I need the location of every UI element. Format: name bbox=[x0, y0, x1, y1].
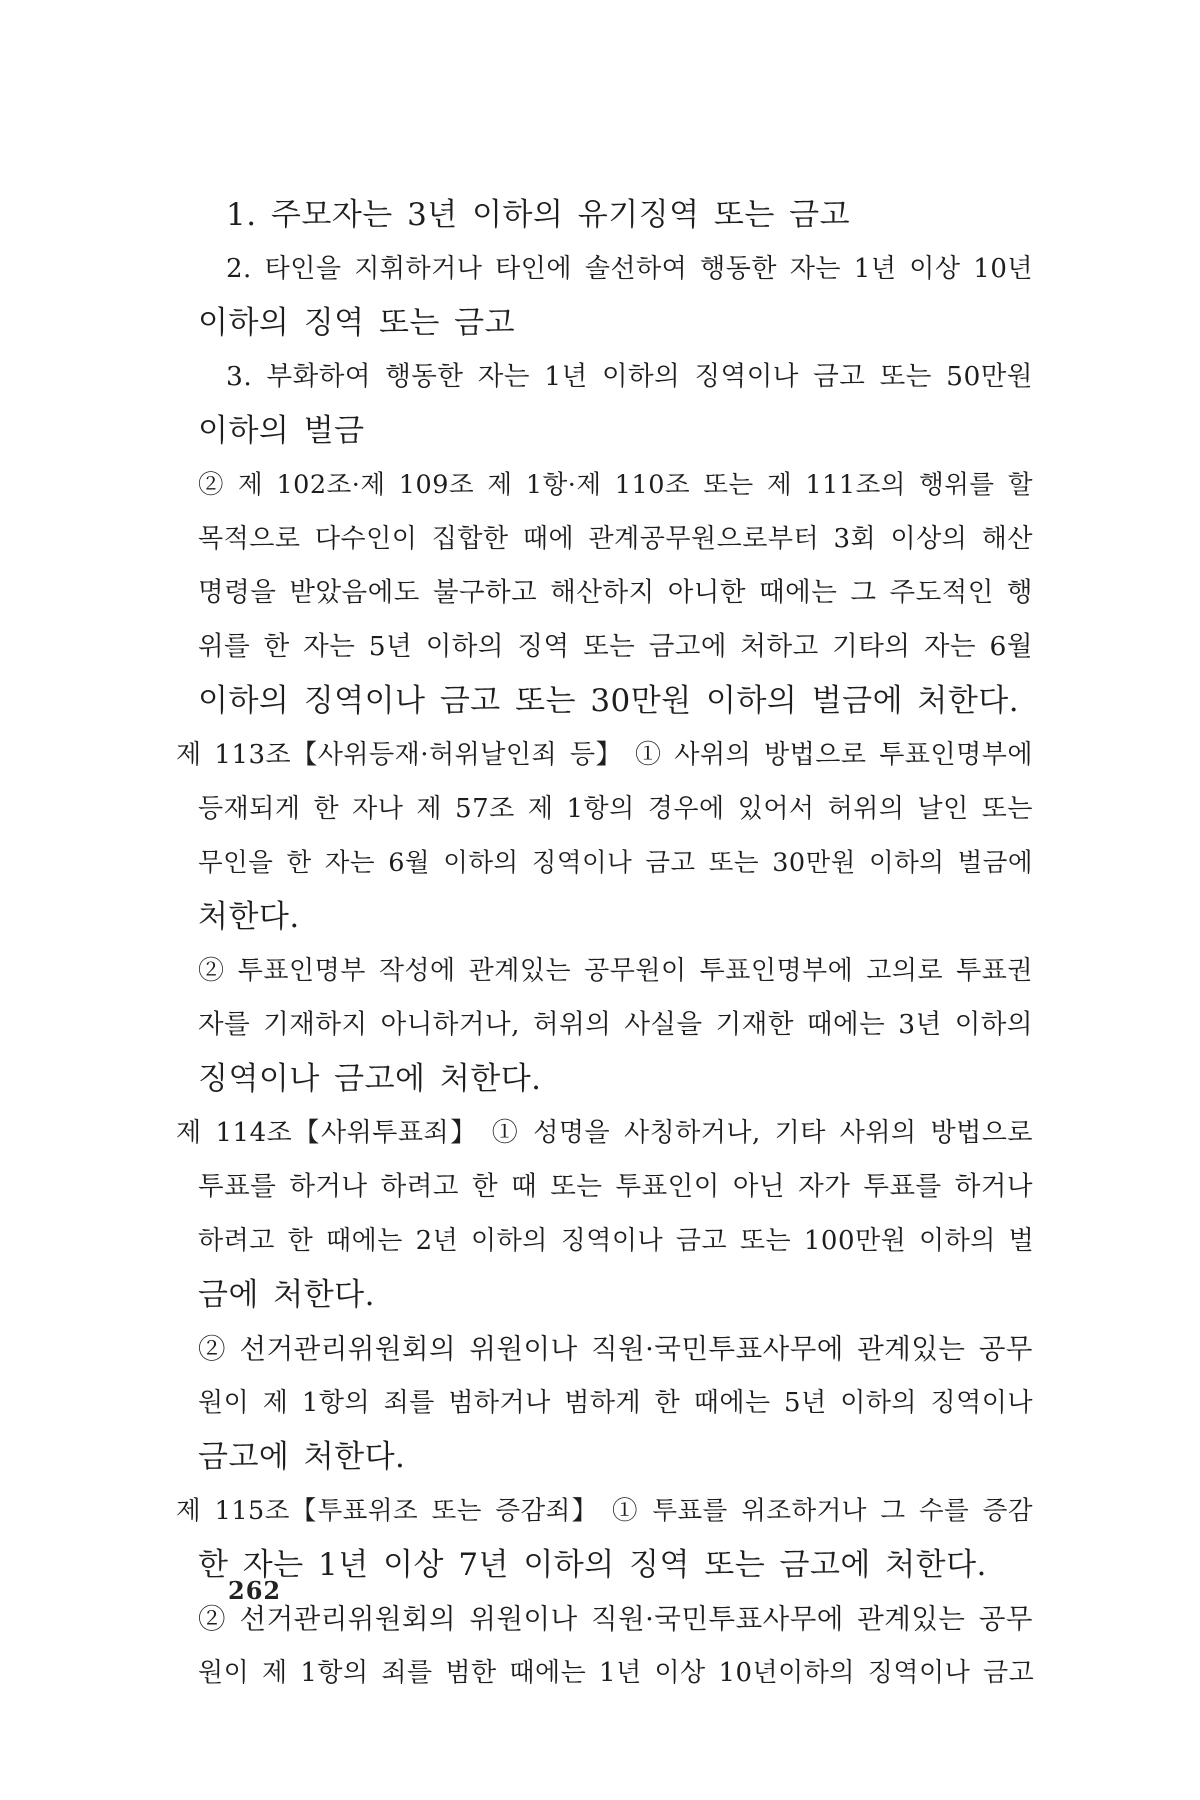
text-line: 원이 제 1항의 죄를 범한 때에는 1년 이상 10년이하의 징역이나 금고 bbox=[198, 1658, 1035, 1688]
text-line: ② 선거관리위원회의 위원이나 직원·국민투표사무에 관계있는 공무 bbox=[198, 1333, 1033, 1365]
text-line: ② 선거관리위원회의 위원이나 직원·국민투표사무에 관계있는 공무 bbox=[198, 1603, 1033, 1635]
text-line: 명령을 받았음에도 불구하고 해산하지 아니한 때에는 그 주도적인 행 bbox=[198, 577, 1033, 608]
text-line: 원이 제 1항의 죄를 범하거나 범하게 한 때에는 5년 이하의 징역이나 bbox=[198, 1388, 1033, 1418]
text-line: 이하의 징역 또는 금고 bbox=[198, 305, 516, 341]
text-line: 자를 기재하지 아니하거나, 허위의 사실을 기재한 때에는 3년 이하의 bbox=[198, 1009, 1033, 1040]
text-line: 이하의 벌금 bbox=[198, 413, 365, 449]
text-line: 금고에 처한다. bbox=[198, 1439, 406, 1475]
text-line: 처한다. bbox=[198, 899, 300, 935]
text-line: 하려고 한 때에는 2년 이하의 징역이나 금고 또는 100만원 이하의 벌 bbox=[198, 1226, 1035, 1256]
text-line: 무인을 한 자는 6월 이하의 징역이나 금고 또는 30만원 이하의 벌금에 bbox=[198, 848, 1033, 878]
text-line: 목적으로 다수인이 집합한 때에 관계공무원으로부터 3회 이상의 해산 bbox=[198, 524, 1033, 554]
text-line: 3. 부화하여 행동한 자는 1년 이하의 징역이나 금고 또는 50만원 bbox=[226, 361, 1033, 392]
text-line: 한 자는 1년 이상 7년 이하의 징역 또는 금고에 처한다. bbox=[198, 1547, 987, 1583]
text-line: ② 투표인명부 작성에 관계있는 공무원이 투표인명부에 고의로 투표권 bbox=[198, 956, 1033, 986]
text-line: 징역이나 금고에 처한다. bbox=[198, 1061, 542, 1097]
text-line: 투표를 하거나 하려고 한 때 또는 투표인이 아닌 자가 투표를 하거나 bbox=[198, 1171, 1033, 1202]
text-line: 이하의 징역이나 금고 또는 30만원 이하의 벌금에 처한다. bbox=[198, 683, 1020, 719]
text-line: 제 114조【사위투표죄】 ① 성명을 사칭하거나, 기타 사위의 방법으로 bbox=[176, 1118, 1033, 1148]
text-line: 금에 처한다. bbox=[198, 1277, 375, 1313]
text-line: 위를 한 자는 5년 이하의 징역 또는 금고에 처하고 기타의 자는 6월 bbox=[198, 631, 1033, 662]
text-line: 2. 타인을 지휘하거나 타인에 솔선하여 행동한 자는 1년 이상 10년 bbox=[226, 254, 1033, 284]
text-line: 등재되게 한 자나 제 57조 제 1항의 경우에 있어서 허위의 날인 또는 bbox=[198, 794, 1033, 824]
text-line: 1. 주모자는 3년 이하의 유기징역 또는 금고 bbox=[226, 197, 851, 233]
text-line: 제 113조【사위등재·허위날인죄 등】 ① 사위의 방법으로 투표인명부에 bbox=[176, 740, 1033, 770]
page-number: 262 bbox=[228, 1576, 282, 1605]
text-line: ② 제 102조·제 109조 제 1항·제 110조 또는 제 111조의 행위를 할 bbox=[198, 470, 1033, 500]
body-text bbox=[176, 188, 1035, 1700]
text-line: 제 115조【투표위조 또는 증감죄】 ① 투표를 위조하거나 그 수를 증감 bbox=[176, 1496, 1033, 1526]
